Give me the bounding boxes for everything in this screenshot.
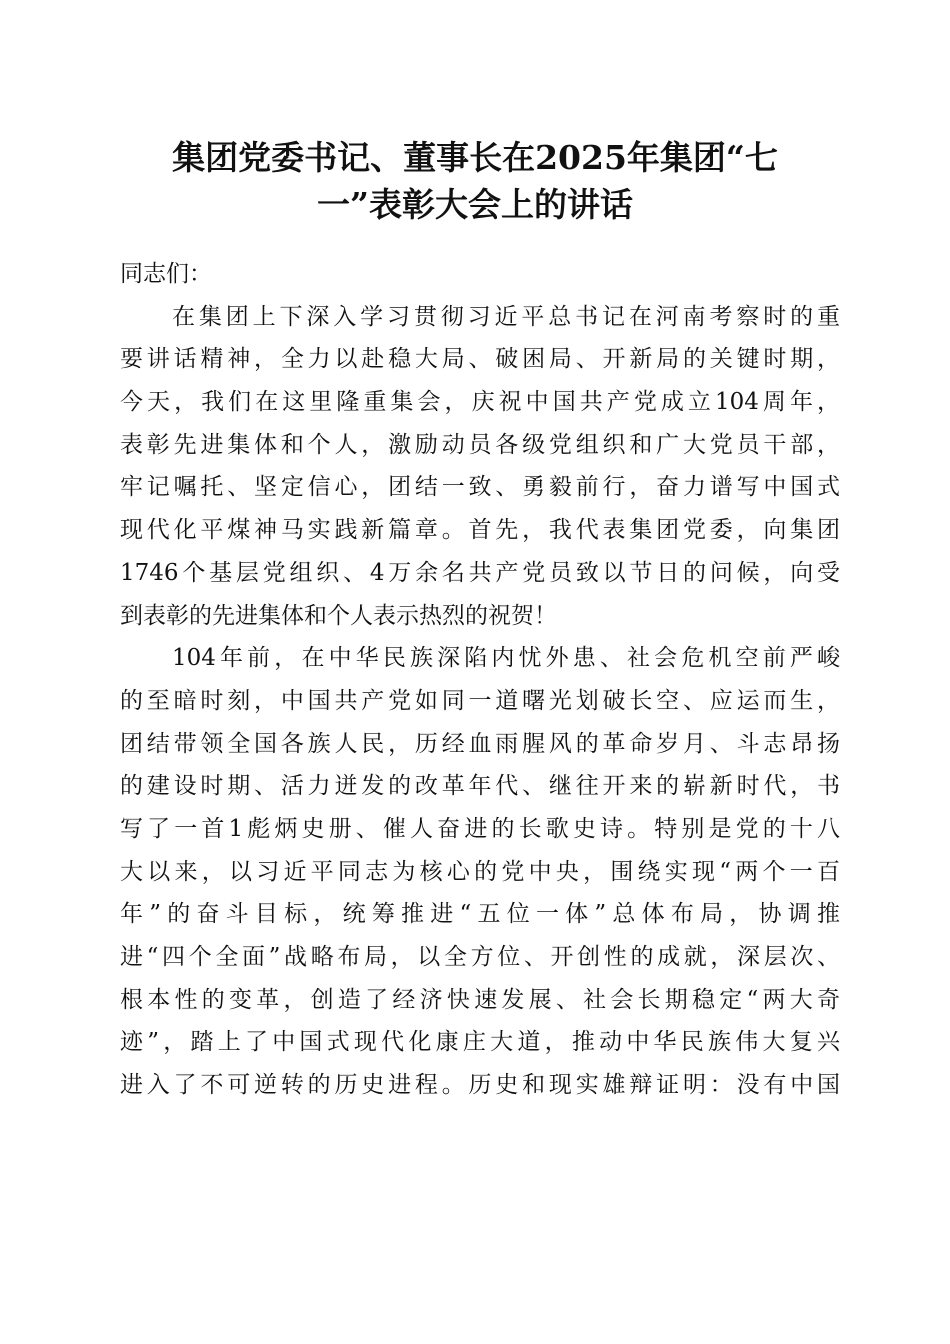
text-line: 今天，我们在这里隆重集会，庆祝中国共产党成立104周年，: [120, 389, 840, 416]
text-line: 104年前，在中华民族深陷内忧外患、社会危机空前严峻: [172, 645, 840, 672]
text-line: 表彰先进集体和个人，激励动员各级党组织和广大党员干部，: [120, 431, 840, 458]
text-line: 大以来，以习近平同志为核心的党中央，围绕实现“两个一百: [120, 858, 840, 885]
paragraph: [120, 637, 840, 1107]
text-line: 的建设时期、活力迸发的改革年代、继往开来的崭新时代，书: [120, 773, 840, 800]
text-line: 进“四个全面”战略布局，以全方位、开创性的成就，深层次、: [120, 944, 840, 970]
salutation: 同志们：: [120, 261, 212, 287]
text-line: 到表彰的先进集体和个人表示热烈的祝贺！: [120, 602, 557, 629]
text-line: 迹”，踏上了中国式现代化康庄大道，推动中华民族伟大复兴: [120, 1029, 840, 1056]
text-line: 1746个基层党组织、4万余名共产党员致以节日的问候，向受: [120, 559, 840, 586]
text-line: 写了一首1彪炳史册、催人奋进的长歌史诗。特别是党的十八: [120, 815, 840, 842]
text-line: 的至暗时刻，中国共产党如同一道曙光划破长空、应运而生，: [120, 687, 840, 714]
title-line: 集团党委书记、董事长在2025年集团“七: [172, 138, 778, 177]
text-line: 要讲话精神，全力以赴稳大局、破困局、开新局的关键时期，: [120, 346, 840, 373]
text-line: 在集团上下深入学习贯彻习近平总书记在河南考察时的重: [172, 303, 840, 330]
document-title: [120, 134, 830, 228]
text-line: 进入了不可逆转的历史进程。历史和现实雄辩证明：没有中国: [120, 1072, 840, 1099]
text-line: 现代化平煤神马实践新篇章。首先，我代表集团党委，向集团: [120, 517, 840, 544]
text-line: 年”的奋斗目标，统筹推进“五位一体”总体布局，协调推: [120, 901, 840, 928]
title-line: 一”表彰大会上的讲话: [317, 185, 633, 224]
text-line: 团结带领全国各族人民，历经血雨腥风的革命岁月、斗志昂扬: [120, 730, 840, 757]
text-line: 根本性的变革，创造了经济快速发展、社会长期稳定“两大奇: [120, 986, 840, 1013]
text-line: 牢记嘱托、坚定信心，团结一致、勇毅前行，奋力谱写中国式: [120, 474, 840, 501]
document-body: [120, 253, 840, 1107]
paragraph: [120, 296, 840, 638]
